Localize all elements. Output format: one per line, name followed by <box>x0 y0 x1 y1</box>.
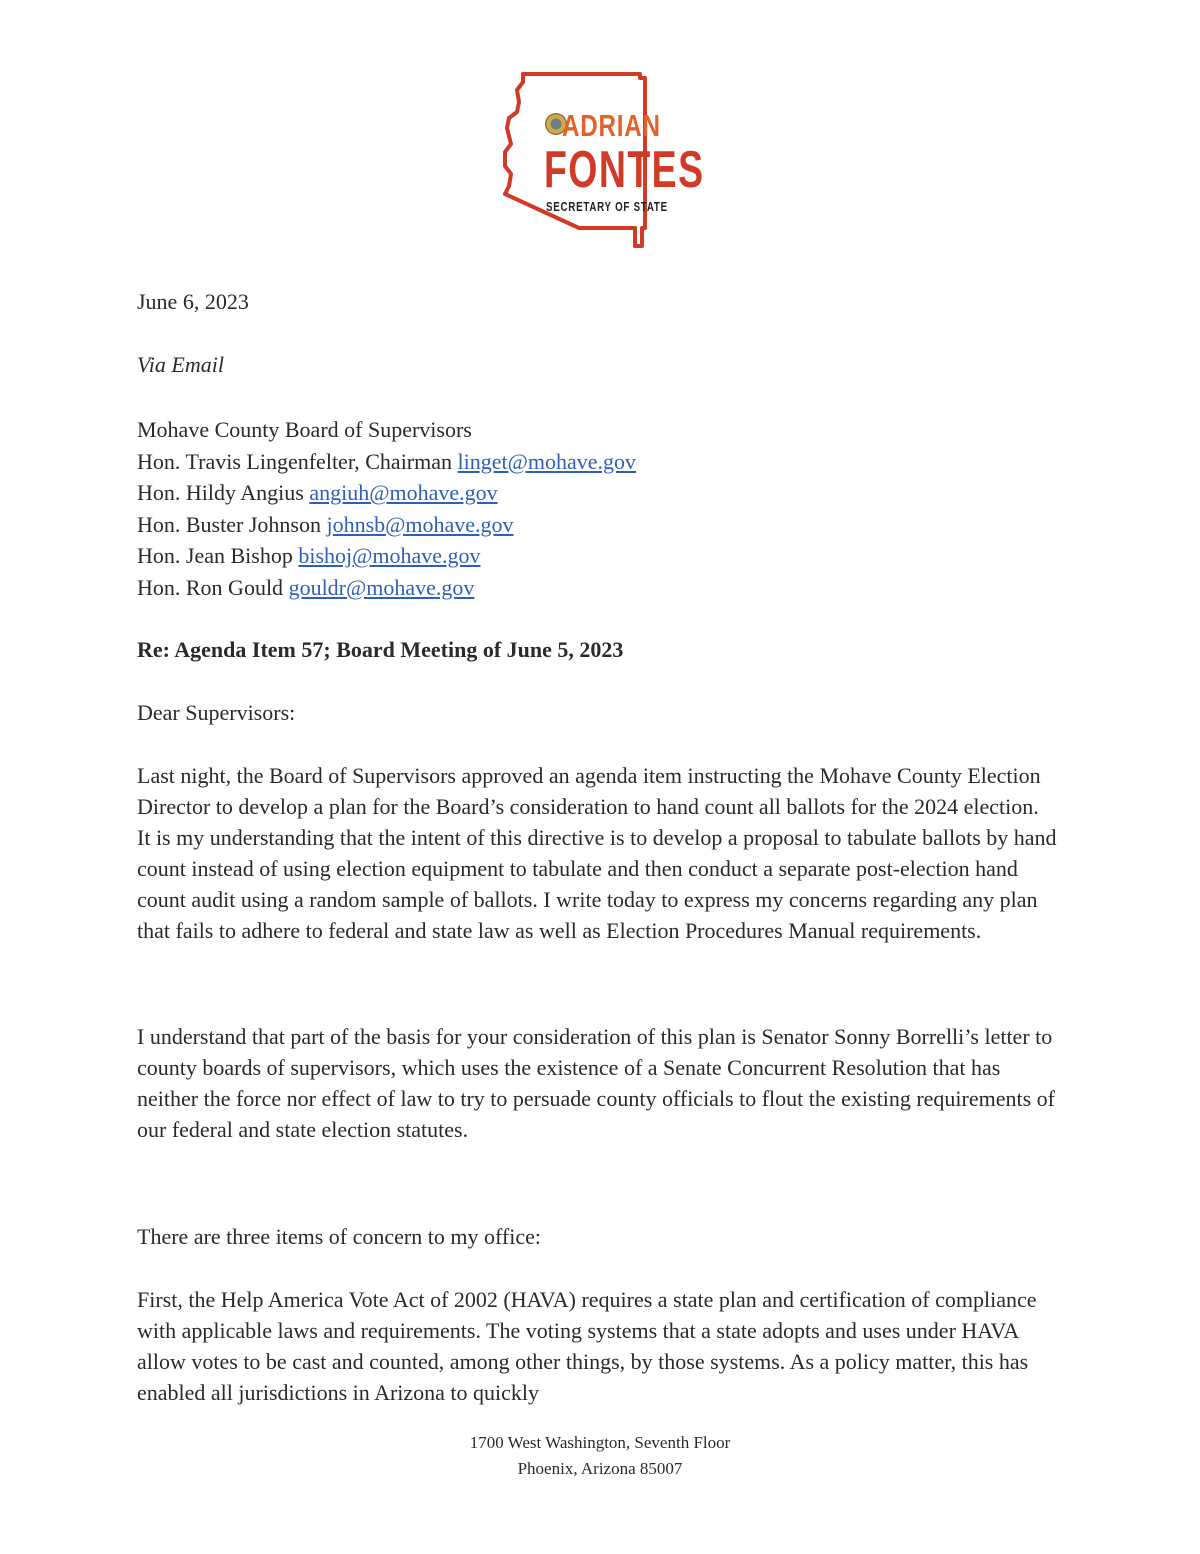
footer-city-line: Phoenix, Arizona 85007 <box>517 1459 683 1478</box>
recipient-name: Hon. Buster Johnson <box>137 511 327 537</box>
recipient-line <box>137 477 636 509</box>
letter-date: June 6, 2023 <box>137 289 249 314</box>
delivery-method: Via Email <box>137 352 224 377</box>
recipient-name: Hon. Hildy Angius <box>137 480 310 505</box>
logo-last-name: FONTES <box>544 141 705 199</box>
recipient-email-link[interactable]: angiuh@mohave.gov <box>309 480 498 505</box>
recipient-name: Hon. Ron Gould <box>137 574 289 600</box>
recipient-line <box>137 509 636 541</box>
recipient-block <box>137 414 636 603</box>
body-paragraph: I understand that part of the basis for your consideration of this plan is Senator Sonny Borrelli’s letter to county boards of supervisors, which uses the existence of a Senate Concurrent Resolution that has neither the force nor effect of law to try to persuade county officials to flout the existing requirements of our federal and state election statutes. <box>137 1024 1055 1142</box>
recipient-line <box>137 414 636 446</box>
recipient-email-link[interactable]: bishoj@mohave.gov <box>298 543 481 568</box>
recipient-name: Mohave County Board of Supervisors <box>137 417 472 442</box>
recipient-email-link[interactable]: johnsb@mohave.gov <box>326 511 514 537</box>
recipient-email-link[interactable]: linget@mohave.gov <box>457 448 637 474</box>
footer-address-line: 1700 West Washington, Seventh Floor <box>469 1433 731 1452</box>
body-paragraph: There are three items of concern to my office: <box>137 1224 541 1249</box>
recipient-email-link[interactable]: gouldr@mohave.gov <box>288 574 475 600</box>
recipient-name: Hon. Travis Lingenfelter, Chairman <box>137 448 458 474</box>
recipient-line <box>137 572 636 604</box>
recipient-line <box>137 446 636 478</box>
recipient-line <box>137 540 636 572</box>
recipient-name: Hon. Jean Bishop <box>137 543 299 568</box>
letterhead-footer <box>0 1430 1200 1482</box>
logo-first-name: ADRIAN <box>562 108 661 143</box>
logo-office-title: SECRETARY OF STATE <box>546 199 668 214</box>
secretary-of-state-logo <box>495 68 705 250</box>
salutation: Dear Supervisors: <box>137 700 296 725</box>
body-paragraph: Last night, the Board of Supervisors approved an agenda item instructing the Mohave County Election Director to develop a plan for the Board’s consideration to hand count all ballots for the 2024 election. It is my understanding that the intent of this directive is to develop a proposal to tabulate ballots by hand count instead of using election equipment to tabulate and then conduct a separate post-election hand count audit using a random sample of ballots. I write today to express my concerns regarding any plan that fails to adhere to federal and state law as well as Election Procedures Manual requirements. <box>137 763 1057 943</box>
body-paragraph: First, the Help America Vote Act of 2002 (HAVA) requires a state plan and certification of compliance with applicable laws and requirements. The voting systems that a state adopts and uses under HAVA allow votes to be cast and counted, among other things, by those systems. As a policy matter, this has enabled all jurisdictions in Arizona to quickly <box>137 1287 1037 1405</box>
letter-body <box>137 286 1057 1405</box>
subject-line: Re: Agenda Item 57; Board Meeting of June 5, 2023 <box>137 637 624 662</box>
